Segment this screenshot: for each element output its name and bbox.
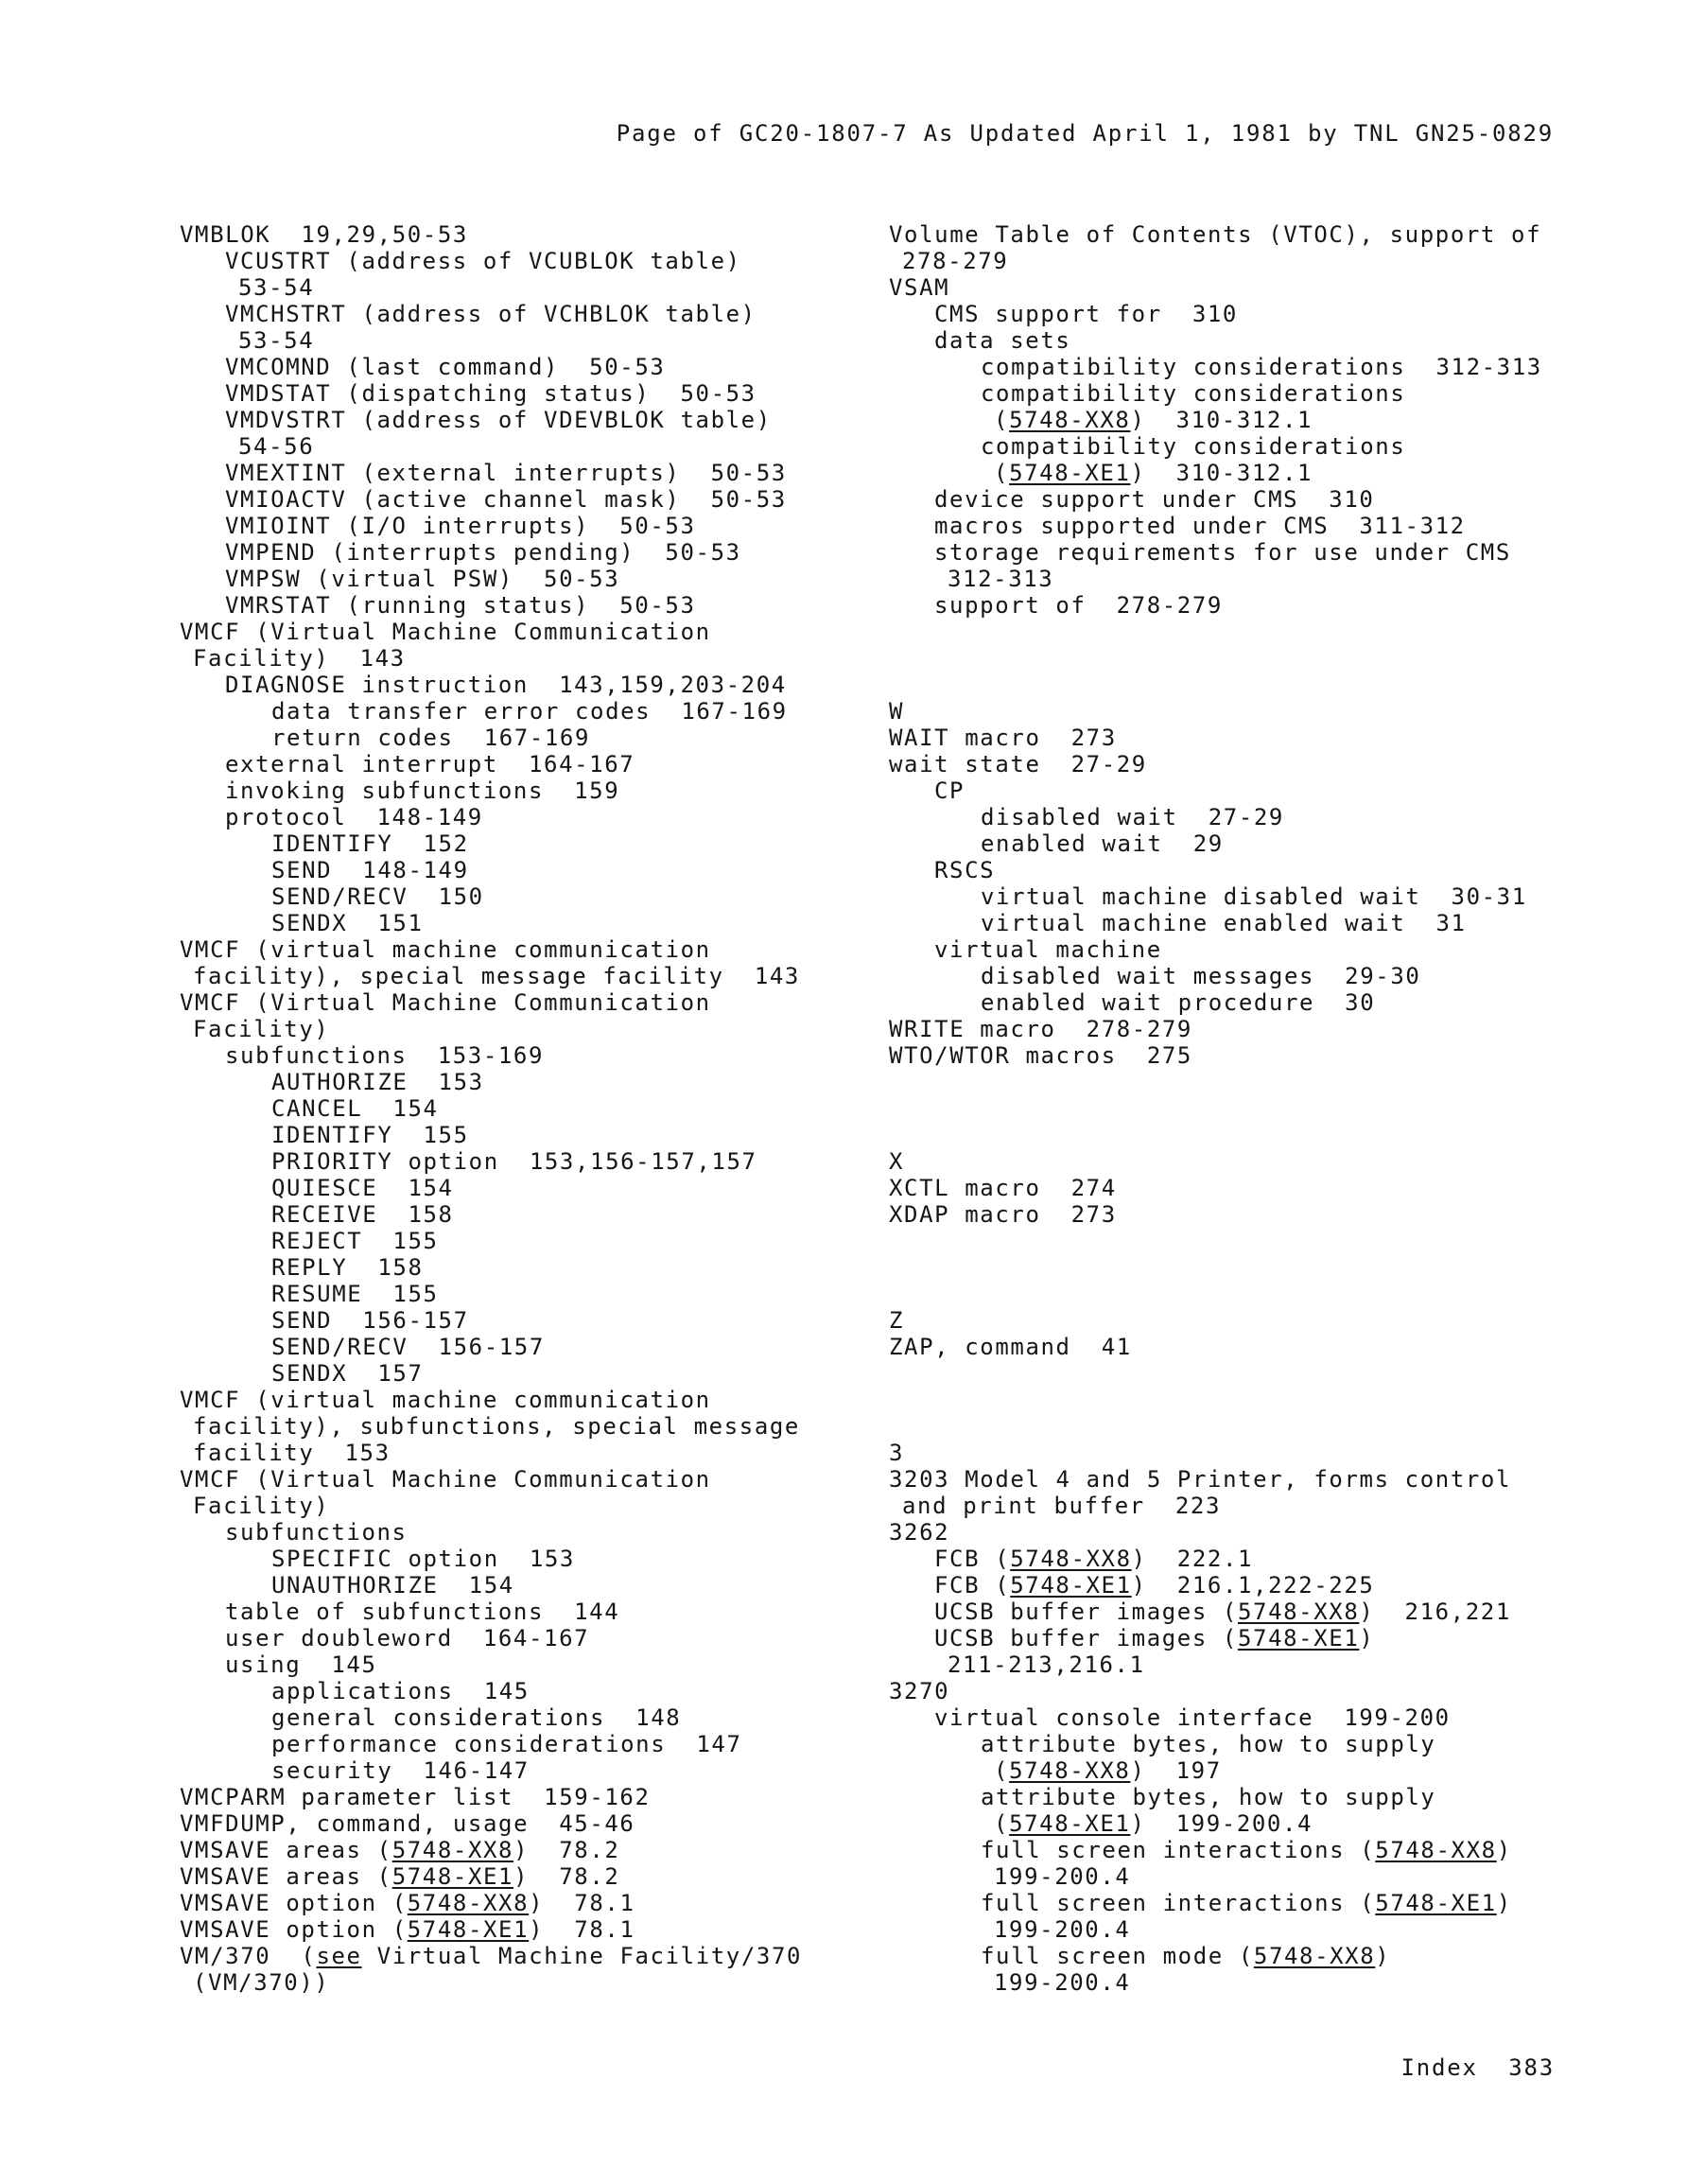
index-entry: Facility)	[193, 1016, 330, 1042]
index-entry: RSCS	[934, 857, 996, 883]
index-entry: WAIT macro 273	[889, 725, 1117, 751]
blank-line	[889, 672, 1570, 698]
entry-page-ref: ) 78.2	[513, 1837, 620, 1863]
index-column-left	[180, 221, 861, 1996]
underlined-reference: 5748-XX8	[1375, 1837, 1497, 1863]
index-entry: X	[889, 1148, 905, 1175]
index-entry: VMCF (Virtual Machine Communication	[180, 1466, 711, 1493]
index-entry	[889, 407, 1570, 433]
index-entry: VCUSTRT (address of VCUBLOK table)	[225, 248, 741, 274]
index-entry	[180, 1837, 861, 1863]
index-entry: RESUME 155	[271, 1281, 439, 1307]
entry-page-ref: ) 216,221	[1359, 1599, 1511, 1625]
entry-text: UCSB buffer images (	[934, 1599, 1238, 1625]
index-entry: using 145	[225, 1651, 377, 1678]
entry-text: FCB (	[934, 1546, 1011, 1572]
index-entry: 3203 Model 4 and 5 Printer, forms control	[889, 1466, 1512, 1493]
index-entry: VSAM	[889, 274, 950, 301]
underlined-reference: 5748-XE1	[1009, 1810, 1131, 1837]
index-entry: support of 278-279	[934, 592, 1223, 619]
entry-page-ref: )	[1375, 1943, 1391, 1969]
index-entry: attribute bytes, how to supply	[981, 1784, 1436, 1810]
entry-page-ref: )	[1359, 1625, 1375, 1651]
blank-line	[889, 1069, 1570, 1095]
index-entry: REJECT 155	[271, 1228, 439, 1254]
index-entry: performance considerations 147	[271, 1731, 742, 1757]
index-entry: disabled wait messages 29-30	[981, 963, 1421, 989]
index-entry: Z	[889, 1307, 905, 1334]
entry-page-ref: )	[1496, 1890, 1512, 1916]
entry-text: (	[994, 460, 1010, 486]
entry-page-ref: Virtual Machine Facility/370	[361, 1943, 803, 1969]
underlined-reference: 5748-XX8	[1010, 1546, 1132, 1572]
entry-text: UCSB buffer images (	[934, 1625, 1238, 1651]
entry-page-ref: ) 310-312.1	[1130, 460, 1313, 486]
entry-page-ref: ) 197	[1130, 1757, 1222, 1784]
index-entry: CANCEL 154	[271, 1095, 439, 1122]
index-entry	[180, 1916, 861, 1943]
index-entry: virtual machine disabled wait 30-31	[981, 883, 1527, 910]
entry-text: VMSAVE option (	[180, 1916, 408, 1943]
entry-text: (	[994, 1757, 1010, 1784]
index-entry	[889, 1810, 1570, 1837]
index-entry	[889, 1757, 1570, 1784]
index-entry: VMCHSTRT (address of VCHBLOK table)	[225, 301, 757, 327]
underlined-reference: 5748-XE1	[1375, 1890, 1497, 1916]
index-entry: VMRSTAT (running status) 50-53	[225, 592, 696, 619]
index-entry	[889, 1943, 1570, 1969]
entry-page-ref: )	[1496, 1837, 1512, 1863]
index-entry: applications 145	[271, 1678, 530, 1704]
index-entry: SEND 156-157	[271, 1307, 469, 1334]
page-footer: Index 383	[1400, 2054, 1555, 2081]
underlined-reference: see	[316, 1943, 362, 1969]
index-entry: security 146-147	[271, 1757, 530, 1784]
index-entry: storage requirements for use under CMS	[934, 539, 1511, 566]
underlined-reference: 5748-XE1	[391, 1863, 514, 1890]
index-entry: compatibility considerations 312-313	[981, 354, 1542, 380]
index-entry: QUIESCE 154	[271, 1175, 454, 1201]
entry-page-ref: ) 199-200.4	[1130, 1810, 1313, 1837]
index-entry: ZAP, command 41	[889, 1334, 1132, 1360]
underlined-reference: 5748-XX8	[1009, 1757, 1131, 1784]
index-entry: SPECIFIC option 153	[271, 1546, 575, 1572]
blank-line	[889, 1360, 1570, 1387]
index-entry: subfunctions	[225, 1519, 408, 1546]
index-entry: SENDX 151	[271, 910, 424, 936]
index-entry: return codes 167-169	[271, 725, 591, 751]
index-entry: XDAP macro 273	[889, 1201, 1117, 1228]
index-entry: WRITE macro 278-279	[889, 1016, 1192, 1042]
index-entry: VMPEND (interrupts pending) 50-53	[225, 539, 741, 566]
index-entry	[889, 1890, 1570, 1916]
entry-text: VMSAVE areas (	[180, 1863, 392, 1890]
index-entry: device support under CMS 310	[934, 486, 1375, 513]
index-entry	[889, 1837, 1570, 1863]
index-entry: 312-313	[948, 566, 1054, 592]
index-entry: VMCF (virtual machine communication	[180, 936, 711, 963]
index-entry	[889, 460, 1570, 486]
index-entry: VMCF (virtual machine communication	[180, 1387, 711, 1413]
entry-text: VM/370 (	[180, 1943, 317, 1969]
index-entry: VMBLOK 19,29,50-53	[180, 221, 468, 248]
underlined-reference: 5748-XE1	[1009, 460, 1131, 486]
index-entry: VMDVSTRT (address of VDEVBLOK table)	[225, 407, 772, 433]
index-entry: VMFDUMP, command, usage 45-46	[180, 1810, 635, 1837]
entry-page-ref: ) 310-312.1	[1130, 407, 1313, 433]
index-entry: VMCPARM parameter list 159-162	[180, 1784, 651, 1810]
index-entry: VMEXTINT (external interrupts) 50-53	[225, 460, 787, 486]
blank-line	[889, 1254, 1570, 1281]
index-entry: VMIOACTV (active channel mask) 50-53	[225, 486, 787, 513]
index-entry: facility 153	[193, 1440, 391, 1466]
index-entry: 278-279	[902, 248, 1009, 274]
entry-text: (	[994, 407, 1010, 433]
index-entry: virtual console interface 199-200	[934, 1704, 1451, 1731]
index-entry: user doubleword 164-167	[225, 1625, 590, 1651]
blank-line	[889, 1281, 1570, 1307]
entry-page-ref: ) 222.1	[1131, 1546, 1254, 1572]
index-entry: VMCF (Virtual Machine Communication	[180, 619, 711, 645]
underlined-reference: 5748-XX8	[391, 1837, 514, 1863]
index-entry: table of subfunctions 144	[225, 1599, 620, 1625]
index-entry: 53-54	[238, 327, 315, 354]
entry-text: (	[994, 1810, 1010, 1837]
index-entry: compatibility considerations	[981, 433, 1406, 460]
entry-text: full screen interactions (	[981, 1890, 1376, 1916]
underlined-reference: 5748-XX8	[1237, 1599, 1360, 1625]
index-entry: Facility)	[193, 1493, 330, 1519]
index-entry: virtual machine enabled wait 31	[981, 910, 1467, 936]
blank-line	[889, 619, 1570, 645]
index-entry: DIAGNOSE instruction 143,159,203-204	[225, 672, 787, 698]
index-entry: AUTHORIZE 153	[271, 1069, 484, 1095]
index-entry: IDENTIFY 155	[271, 1122, 469, 1148]
index-entry	[889, 1572, 1570, 1599]
index-entry: Volume Table of Contents (VTOC), support of	[889, 221, 1542, 248]
index-entry: facility), subfunctions, special message	[193, 1413, 800, 1440]
index-entry: CP	[934, 778, 965, 804]
entry-text: full screen interactions (	[981, 1837, 1376, 1863]
index-entry: 199-200.4	[994, 1969, 1131, 1996]
index-entry: 199-200.4	[994, 1916, 1131, 1943]
underlined-reference: 5748-XX8	[407, 1890, 530, 1916]
entry-page-ref: ) 78.1	[529, 1916, 635, 1943]
entry-page-ref: ) 78.2	[513, 1863, 620, 1890]
index-entry: SEND/RECV 150	[271, 883, 484, 910]
index-entry: protocol 148-149	[225, 804, 483, 830]
index-entry: 53-54	[238, 274, 315, 301]
index-entry: subfunctions 153-169	[225, 1042, 545, 1069]
index-entry: Facility) 143	[193, 645, 406, 672]
index-entry: VMPSW (virtual PSW) 50-53	[225, 566, 620, 592]
blank-line	[889, 1387, 1570, 1413]
index-entry: RECEIVE 158	[271, 1201, 454, 1228]
index-entry: external interrupt 164-167	[225, 751, 635, 778]
index-entry: VMCOMND (last command) 50-53	[225, 354, 666, 380]
blank-line	[889, 645, 1570, 672]
index-entry	[889, 1625, 1570, 1651]
index-entry	[889, 1546, 1570, 1572]
index-entry: VMDSTAT (dispatching status) 50-53	[225, 380, 757, 407]
index-entry: 199-200.4	[994, 1863, 1131, 1890]
index-entry	[180, 1890, 861, 1916]
blank-line	[889, 1122, 1570, 1148]
index-entry: disabled wait 27-29	[981, 804, 1284, 830]
underlined-reference: 5748-XX8	[1253, 1943, 1376, 1969]
entry-text: FCB (	[934, 1572, 1011, 1599]
index-entry: enabled wait procedure 30	[981, 989, 1376, 1016]
blank-line	[889, 1413, 1570, 1440]
index-entry	[180, 1943, 861, 1969]
index-entry: VMCF (Virtual Machine Communication	[180, 989, 711, 1016]
index-entry: virtual machine	[934, 936, 1162, 963]
index-entry: CMS support for 310	[934, 301, 1238, 327]
index-entry	[180, 1863, 861, 1890]
underlined-reference: 5748-XE1	[407, 1916, 530, 1943]
entry-text: full screen mode (	[981, 1943, 1254, 1969]
underlined-reference: 5748-XE1	[1010, 1572, 1132, 1599]
index-entry: data sets	[934, 327, 1071, 354]
entry-text: VMSAVE areas (	[180, 1837, 392, 1863]
index-entry: wait state 27-29	[889, 751, 1147, 778]
index-entry: UNAUTHORIZE 154	[271, 1572, 514, 1599]
index-entry: SENDX 157	[271, 1360, 424, 1387]
index-entry: attribute bytes, how to supply	[981, 1731, 1436, 1757]
index-entry: enabled wait 29	[981, 830, 1224, 857]
underlined-reference: 5748-XX8	[1009, 407, 1131, 433]
index-entry: SEND/RECV 156-157	[271, 1334, 545, 1360]
index-entry: invoking subfunctions 159	[225, 778, 620, 804]
index-entry: IDENTIFY 152	[271, 830, 469, 857]
index-entry: data transfer error codes 167-169	[271, 698, 788, 725]
entry-page-ref: ) 78.1	[529, 1890, 635, 1916]
index-entry: 3270	[889, 1678, 950, 1704]
index-entry	[889, 1599, 1570, 1625]
entry-text: VMSAVE option (	[180, 1890, 408, 1916]
index-entry: 54-56	[238, 433, 315, 460]
index-entry: 3262	[889, 1519, 950, 1546]
index-entry: PRIORITY option 153,156-157,157	[271, 1148, 757, 1175]
index-column-right	[889, 221, 1570, 1996]
index-entry: facility), special message facility 143	[193, 963, 800, 989]
index-entry: W	[889, 698, 905, 725]
index-entry: XCTL macro 274	[889, 1175, 1117, 1201]
index-entry: and print buffer 223	[902, 1493, 1222, 1519]
blank-line	[889, 1228, 1570, 1254]
entry-page-ref: ) 216.1,222-225	[1131, 1572, 1375, 1599]
index-entry: REPLY 158	[271, 1254, 424, 1281]
index-entry: general considerations 148	[271, 1704, 682, 1731]
index-entry: compatibility considerations	[981, 380, 1406, 407]
index-entry: (VM/370))	[193, 1969, 330, 1996]
index-entry: 211-213,216.1	[948, 1651, 1145, 1678]
index-entry: 3	[889, 1440, 905, 1466]
index-entry: SEND 148-149	[271, 857, 469, 883]
page-header: Page of GC20-1807-7 As Updated April 1, 1981 by TNL GN25-0829	[616, 120, 1554, 147]
underlined-reference: 5748-XE1	[1237, 1625, 1360, 1651]
index-entry: VMIOINT (I/O interrupts) 50-53	[225, 513, 696, 539]
index-entry: macros supported under CMS 311-312	[934, 513, 1466, 539]
index-entry: WTO/WTOR macros 275	[889, 1042, 1192, 1069]
blank-line	[889, 1095, 1570, 1122]
